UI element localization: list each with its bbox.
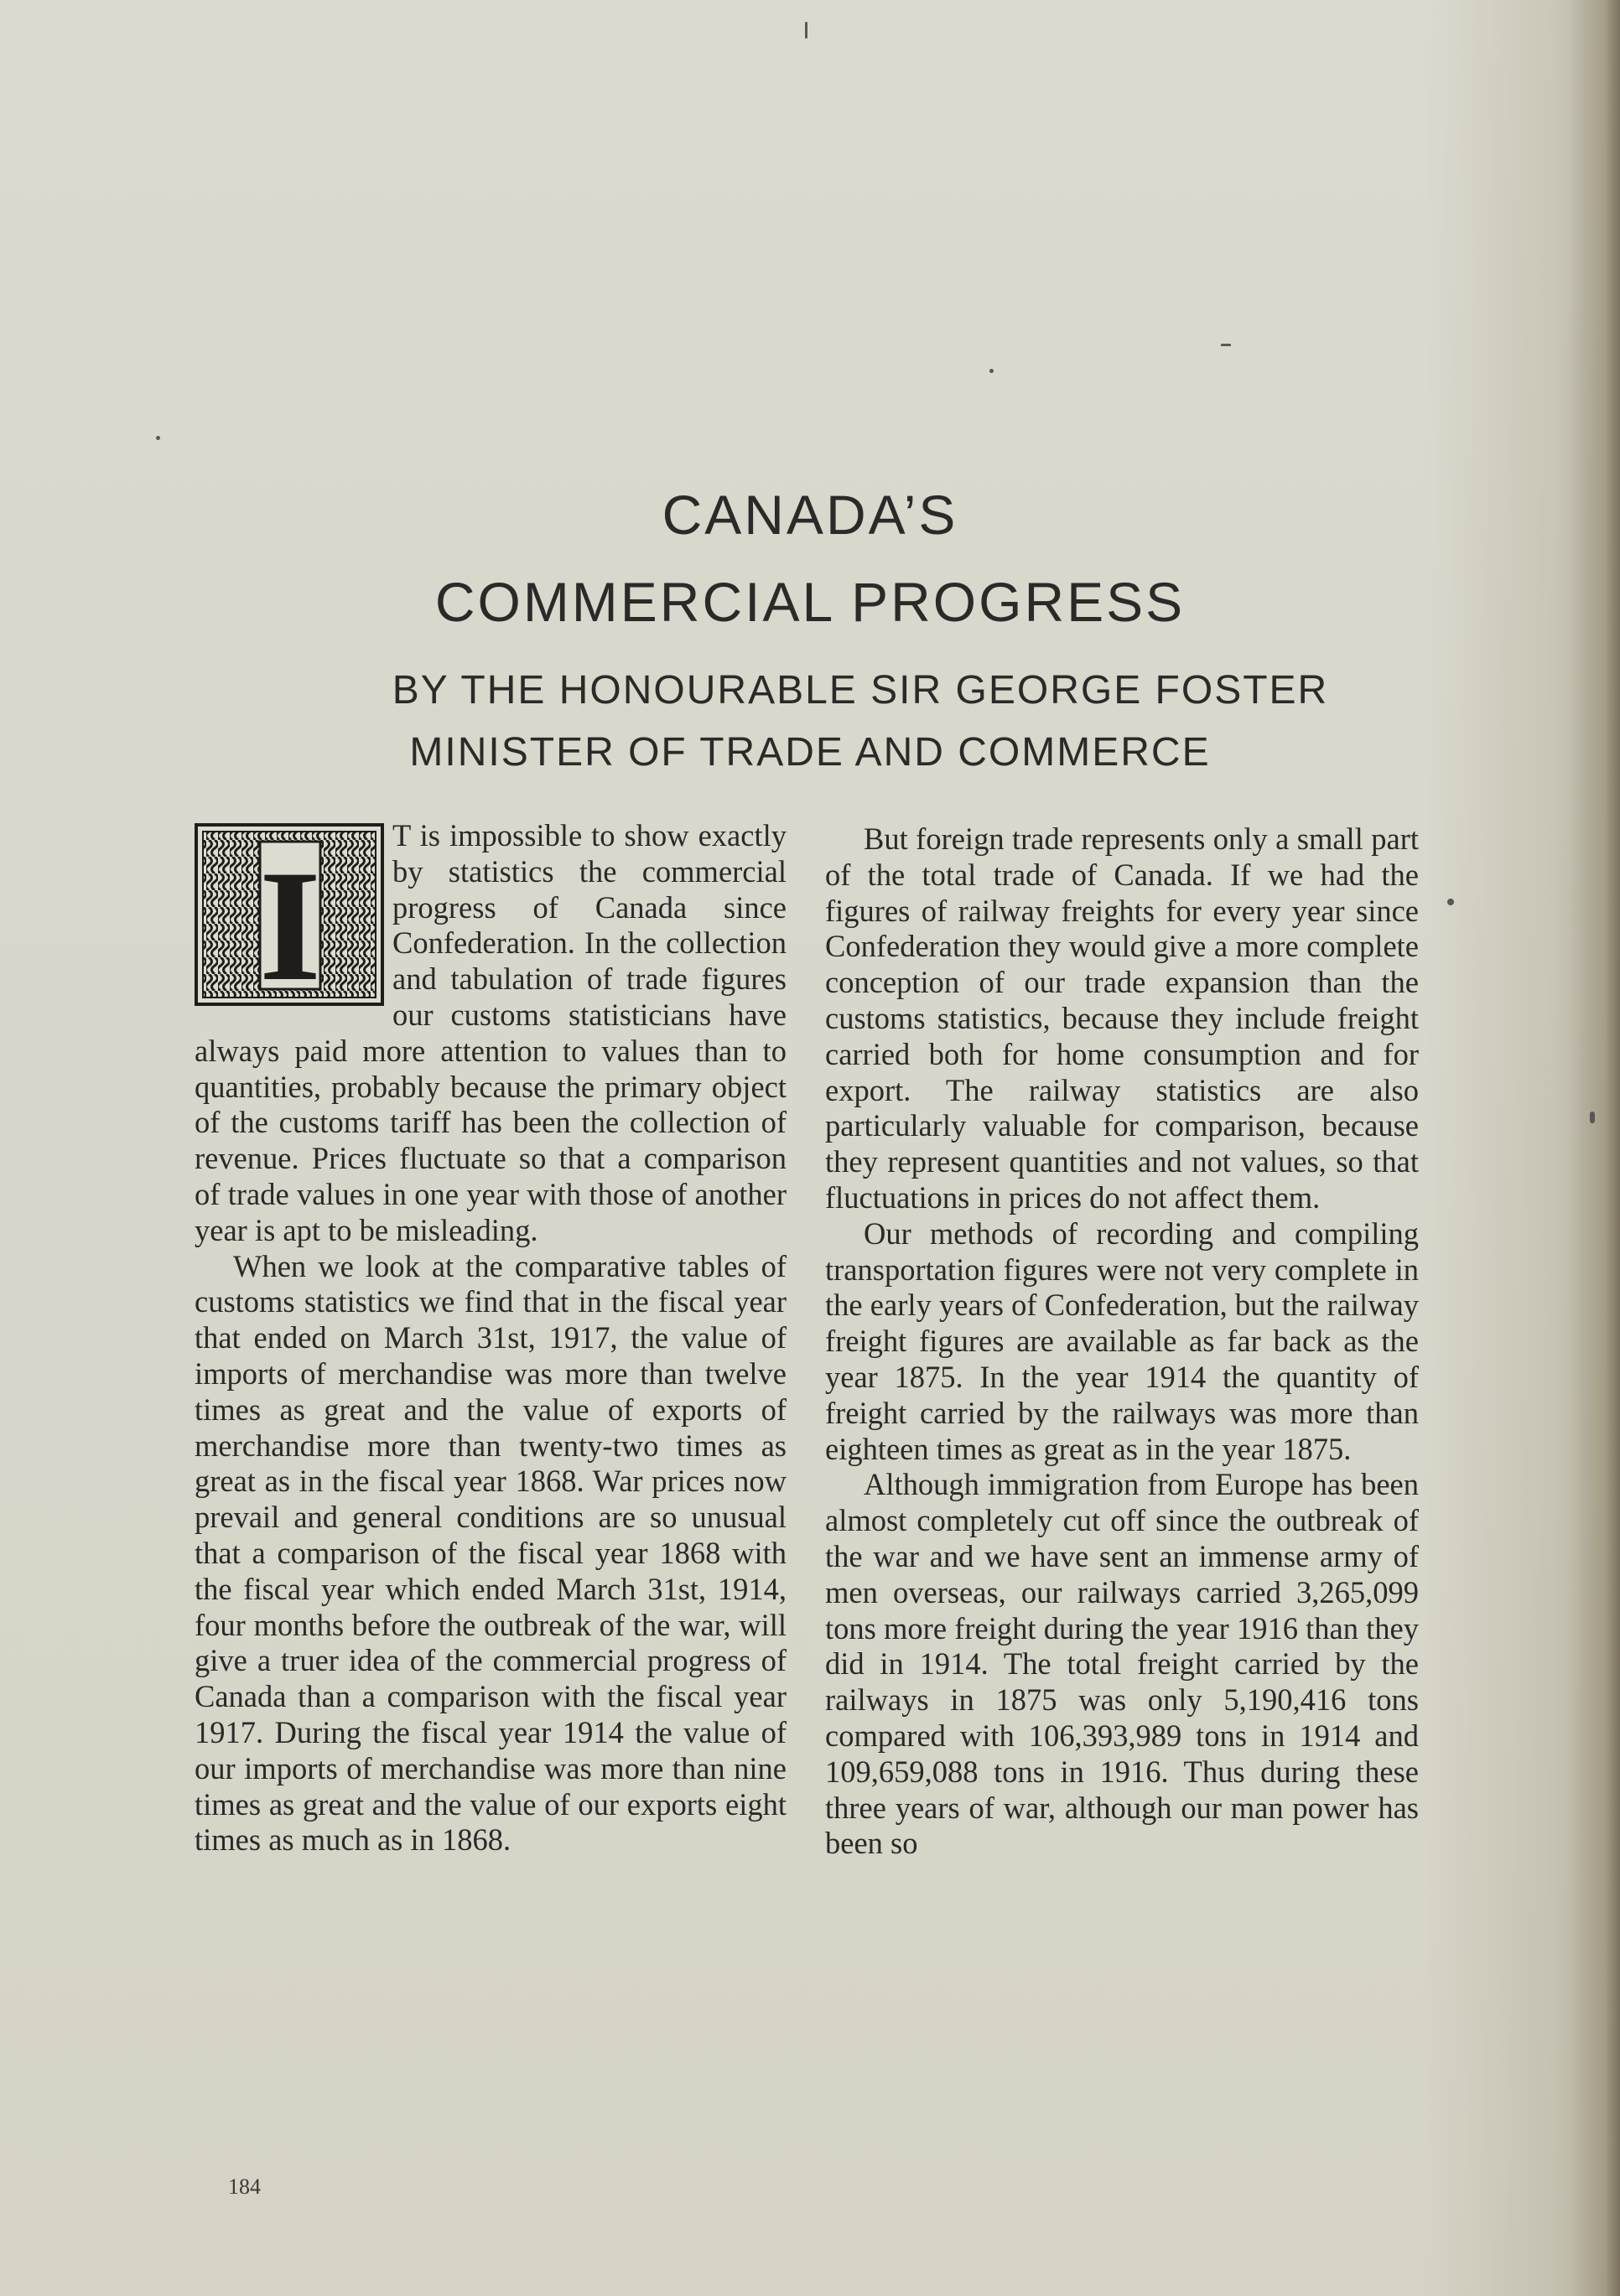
- scan-speck: [989, 369, 994, 373]
- article-title-line-2: COMMERCIAL PROGRESS: [434, 571, 1186, 633]
- article-title-line-1: CANADA’S: [662, 484, 958, 546]
- byline-role: MINISTER OF TRADE AND COMMERCE: [409, 730, 1211, 775]
- left-column: [195, 818, 787, 1858]
- right-column: [825, 821, 1419, 1862]
- paragraph-immigration: Although immigration from Europe has been almost completely cut off since the outbreak of the war and we have sent an immense army of men overseas, our railways carried 3,265,099 tons more freight during the year 1916 than they did in 1914. The total freight carried by the railways in 1875 was only 5,190,416 tons compared with 106,393,989 tons in 1914 and 109,659,088 tons in 1916. Thus during these three years of war, although our man power has been so: [825, 1467, 1419, 1861]
- paragraph-intro: T is impossible to show exactly by statistics the commercial progress of Canada since Confederation. In the collection and tabulation of trade figures our customs statisticians have always paid more attention to values than to quantities, probably because the primary object of the customs tariff has been the collection of revenue. Prices fluctuate so that a comparison of trade values in one year with those of another year is apt to be misleading.: [195, 818, 787, 1247]
- scan-speck: [1590, 1112, 1595, 1123]
- paragraph-transportation-figures: Our methods of recording and compiling transportation figures were not very complete in the early years of Confederation, but the railway freight figures are available as far back as the year 1875. In the year 1914 the quantity of freight carried by the railways was more than eighteen times as great as in the year 1875.: [825, 1215, 1419, 1466]
- scan-speck: [1221, 344, 1231, 346]
- drop-cap-letter: I: [259, 838, 321, 1006]
- scan-speck: [156, 436, 160, 440]
- scan-speck: [1447, 899, 1454, 905]
- page-edge-shadow: [1570, 0, 1620, 2296]
- drop-cap-ornament: [195, 823, 384, 1006]
- byline-author: BY THE HONOURABLE SIR GEORGE FOSTER: [392, 668, 1329, 713]
- paragraph-customs-statistics: When we look at the comparative tables of customs statistics we find that in the fiscal year that ended on March 31st, 1917, the value of imports of merchandise was more than twelve times as great and the value of exports of merchandise more than twenty-two times as great as in the fiscal year 1868. War prices now prevail and general conditions are so unusual that a comparison of the fiscal year 1868 with the fiscal year which ended March 31st, 1914, four months before the outbreak of the war, will give a truer idea of the commercial progress of Canada than a comparison with the fiscal year 1917. During the fiscal year 1914 the value of our imports of merchandise was more than nine times as great and the value of our exports eight times as much as in 1868.: [195, 1248, 787, 1858]
- page-number: 184: [228, 2174, 261, 2199]
- paragraph-foreign-trade: But foreign trade represents only a small part of the total trade of Canada. If we had the figures of railway freights for every year since Confederation they would give a more complete conception of our trade expansion than the customs statistics, because they include freight carried both for home consumption and for export. The railway statistics are also particularly valuable for comparison, because they represent quantities and not values, so that fluctuations in prices do not affect them.: [825, 821, 1419, 1215]
- drop-cap-ornament-graphic: [195, 823, 384, 1006]
- scan-speck: [805, 22, 807, 39]
